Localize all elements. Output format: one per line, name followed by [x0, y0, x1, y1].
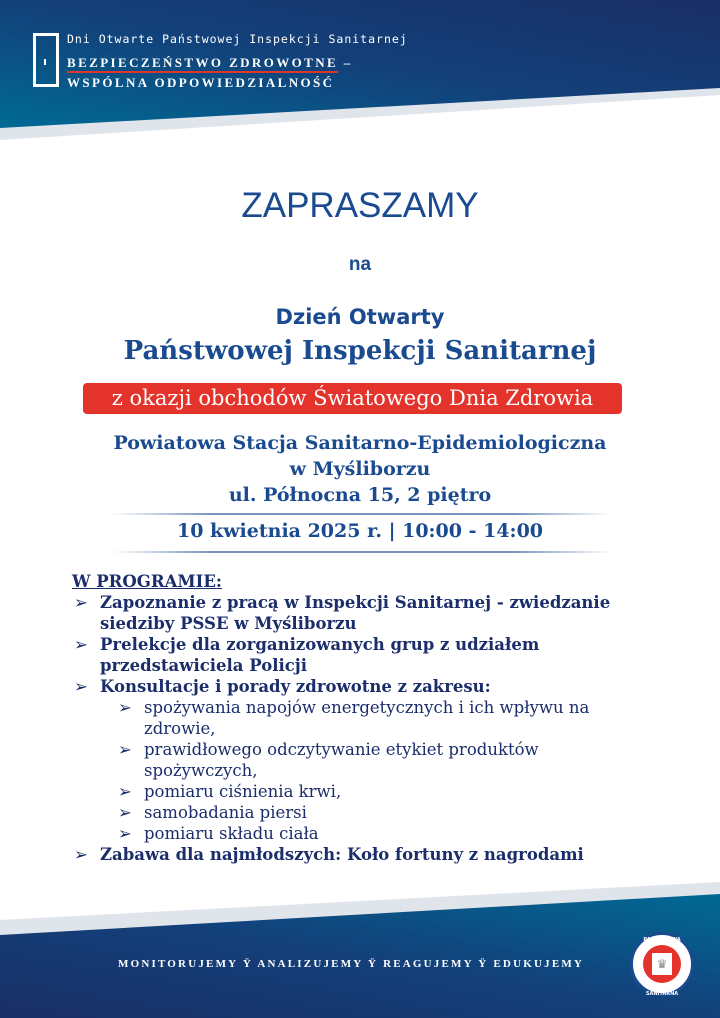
- event-line-2: Państwowej Inspekcji Sanitarnej: [123, 336, 597, 366]
- eagle-emblem-icon: ♛: [652, 953, 672, 975]
- logo-text-bottom: INSPEKCJA SANITARNA: [645, 985, 679, 997]
- door-icon: [33, 33, 59, 87]
- list-item: ➢ Prelekcje dla zorganizowanych grup z udziałem przedstawiciela Policji: [74, 635, 540, 675]
- inspection-logo: [630, 932, 694, 996]
- arrow-bullet-icon: ➢: [74, 593, 88, 612]
- arrow-bullet-icon: ➢: [118, 698, 132, 717]
- sub-list-item: ➢ spożywania napojów energetycznych i ich wpływu na zdrowie,: [118, 698, 590, 738]
- sub-list-item: ➢ pomiaru ciśnienia krwi,: [118, 782, 342, 801]
- address-line: Powiatowa Stacja Sanitarno-Epidemiologiczna: [113, 432, 607, 454]
- arrow-bullet-icon: ➢: [74, 635, 88, 654]
- footer-slogan: MONITORUJEMY Ÿ ANALIZUJEMY Ÿ REAGUJEMY Ÿ EDUKUJEMY: [118, 958, 585, 970]
- slogan-underlined: BEZPIECZEŃSTWO ZDROWOTNE: [67, 55, 338, 73]
- arrow-bullet-icon: ➢: [118, 782, 132, 801]
- na-text: na: [348, 254, 372, 275]
- event-date: 10 kwietnia 2025 r. | 10:00 - 14:00: [176, 520, 544, 542]
- footer-banner: [0, 880, 720, 1018]
- slogan-dash: –: [338, 55, 353, 70]
- sub-list-item: ➢ pomiaru składu ciała: [118, 824, 319, 843]
- logo-text-top: PAŃSTWOWA: [643, 937, 681, 943]
- program-heading: W PROGRAMIE:: [72, 572, 223, 591]
- header-banner: [0, 0, 720, 150]
- header-subtitle: Dni Otwarte Państwowej Inspekcji Sanitarnej: [67, 32, 408, 46]
- divider: [112, 513, 612, 515]
- arrow-bullet-icon: ➢: [118, 803, 132, 822]
- list-item: ➢ Zabawa dla najmłodszych: Koło fortuny z nagrodami: [74, 845, 584, 864]
- arrow-bullet-icon: ➢: [118, 824, 132, 843]
- event-line-1: Dzień Otwarty: [275, 305, 445, 329]
- program: [72, 571, 632, 865]
- title: ZAPRASZAMY: [241, 186, 479, 225]
- divider: [112, 551, 612, 553]
- address: [0, 430, 720, 508]
- list-item: ➢ Zapoznanie z pracą w Inspekcji Sanitarnej - zwiedzanie siedziby PSSE w Myśliborzu: [74, 593, 611, 633]
- sub-list-item: ➢ samobadania piersi: [118, 803, 307, 822]
- arrow-bullet-icon: ➢: [74, 845, 88, 864]
- address-line: ul. Północna 15, 2 piętro: [228, 484, 492, 506]
- header-slogan-2: WSPÓLNA ODPOWIEDZIALNOŚĆ: [67, 75, 335, 90]
- address-line: w Myśliborzu: [289, 458, 431, 480]
- footer-background: [0, 880, 720, 1018]
- sub-list-item: ➢ prawidłowego odczytywanie etykiet produktów spożywczych,: [118, 740, 539, 780]
- list-item: ➢ Konsultacje i porady zdrowotne z zakresu:: [74, 677, 491, 696]
- arrow-bullet-icon: ➢: [74, 677, 88, 696]
- occasion-banner: z okazji obchodów Światowego Dnia Zdrowia: [83, 383, 622, 414]
- arrow-bullet-icon: ➢: [118, 740, 132, 759]
- header-slogan-1: [67, 55, 353, 71]
